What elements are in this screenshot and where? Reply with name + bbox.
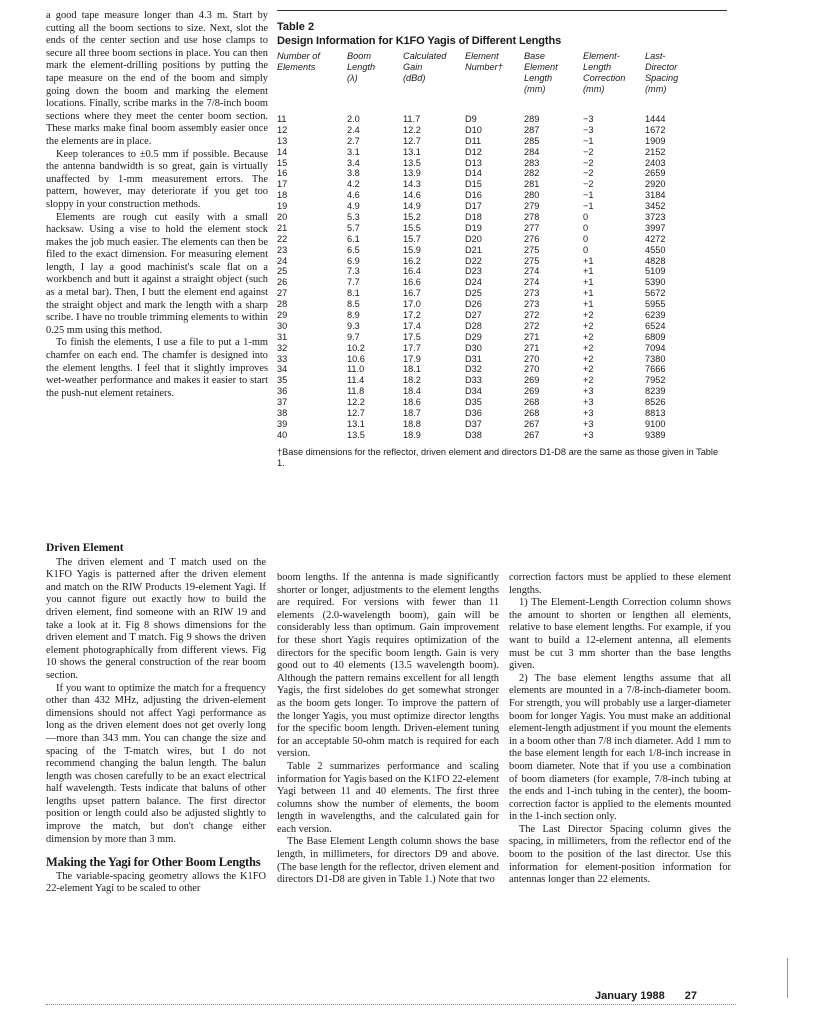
table-cell: 14.9 [403,201,421,212]
table-cell: 10.2 [347,342,365,353]
table-cell: 6.1 [347,233,360,244]
table-cell: 6239 [645,310,666,321]
table-cell: +1 [583,288,594,299]
table-cell: D13 [465,157,482,168]
table-cell: 274 [524,266,540,277]
table-cell: −1 [583,135,594,146]
table-cell: 2.0 [347,114,360,124]
table-cell: 275 [524,255,540,266]
paragraph: The Base Element Length column shows the base length, in millimeters, for directors D9 and above. (The base length for the reflector, driven element and directors D1-D8 are given in Table 1.) Note that two [277,836,499,886]
table-cell: D19 [465,222,482,233]
paragraph: boom lengths. If the antenna is made significantly shorter or longer, adjustments to the element lengths are required. For versions with fewer than 11 elements (2.0-wavelength boom), gain will be considerably less than optimum. Gain improvement for these short Yagis requires optimization of the directors for the specific boom length. Gain is very good out to 40 elements (13.5 wavelength boom). Although the pattern remains excellent for all length Yagis, the first sidelobes do get somewhat stronger as the boom gets longer. To improve the pattern of the longer Yagis, you must optimize director lengths for the specific boom length. Driven-element tuning for an acceptable 50-ohm match is required for each version. [277,572,499,760]
table-cell: 274 [524,277,540,288]
table-cell: 13.9 [403,168,421,179]
table-cell: 17.0 [403,299,421,310]
design-table [277,10,727,469]
table-cell: 5390 [645,277,666,288]
table-cell: 4.9 [347,201,360,212]
table-cell: D16 [465,190,482,201]
table-header-cell: Element- Length Correction (mm) [583,51,626,94]
issue-date: January 1988 [595,990,665,1002]
table-cell: 6809 [645,331,666,342]
table-cell: D10 [465,124,482,135]
table-cell: 11.7 [403,114,421,124]
table-cell: 13.5 [403,157,421,168]
table-cell: 6.9 [347,255,360,266]
paragraph: 1) The Element-Length Correction column shows the amount to shorten or lengthen all elements, relative to base element lengths. For example, if you want to build a 12-element antenna, all elements must be cut 3 mm shorter than the base lengths given. [509,597,731,672]
table-cell: −3 [583,114,594,124]
table-row [277,310,727,321]
table-row [277,408,727,419]
table-cell: D34 [465,386,482,397]
table-footnote: †Base dimensions for the reflector, driven element and directors D1-D8 are the same as those given in Table 1. [277,446,719,468]
body-column-3 [277,572,499,887]
table-cell: 39 [277,418,288,429]
table-row [277,190,727,201]
page-footer [595,990,717,1002]
table-cell: 8.1 [347,288,360,299]
table-cell: +2 [583,320,594,331]
table-cell: 8.5 [347,299,360,310]
table-cell: 284 [524,146,540,157]
table-cell: D32 [465,364,482,375]
table-row [277,375,727,386]
paragraph: Elements are rough cut easily with a small hacksaw. Using a vise to hold the element stock makes the job much easier. The elements can then be filed to the exact dimension. For measuring element length, I lay a good machinist's scale flat on a workbench and butt it against a straight object (such as a metal bar). Then, I butt the element end against the straight object and mark the length with a sharp scribe. I have no trouble trimming elements to within 0.25 mm using this method. [46,211,268,336]
body-column-1 [46,10,268,400]
table-cell: 40 [277,429,288,440]
table-cell: D21 [465,244,482,255]
table-cell: 17.5 [403,331,421,342]
table-cell: 8.9 [347,310,360,321]
table-cell: 6524 [645,320,666,331]
table-cell: 18.7 [403,408,421,419]
table-cell: D31 [465,353,482,364]
table-cell: 2.7 [347,135,360,146]
table-cell: 0 [583,244,589,255]
table-cell: 21 [277,222,288,233]
table-cell: 268 [524,408,540,419]
table-cell: 5109 [645,266,666,277]
table-cell: 270 [524,353,540,364]
table-cell: D24 [465,277,482,288]
table-cell: D38 [465,429,482,440]
table-cell: 34 [277,364,288,375]
table-cell: +2 [583,375,594,386]
table-cell: 7952 [645,375,666,386]
table-cell: D37 [465,418,482,429]
table-cell: +3 [583,408,594,419]
table-cell: D30 [465,342,482,353]
table-cell: 13 [277,135,288,146]
table-cell: −3 [583,124,594,135]
table-cell: +2 [583,353,594,364]
table-cell: 23 [277,244,288,255]
table-cell: D9 [465,114,477,124]
table-cell: 4550 [645,244,666,255]
table-cell: 9.3 [347,320,360,331]
table-cell: 9.7 [347,331,360,342]
table-cell: 17.7 [403,342,421,353]
table-cell: 287 [524,124,540,135]
table-cell: D29 [465,331,482,342]
table-cell: 7.3 [347,266,360,277]
table-cell: 280 [524,190,540,201]
table-cell: 4272 [645,233,666,244]
table-body [277,114,727,441]
table-cell: 283 [524,157,540,168]
table-cell: 11.8 [347,386,365,397]
table-row [277,256,727,267]
table-row [277,299,727,310]
table-row [277,343,727,354]
table-cell: 7094 [645,342,666,353]
page-number: 27 [684,990,697,1002]
table-cell: −2 [583,168,594,179]
table-cell: 14.6 [403,190,421,201]
table-row [277,430,727,441]
table-header-cell: Boom Length (λ) [347,51,376,83]
table-cell: 9100 [645,418,666,429]
table-row [277,266,727,277]
table-cell: 16.4 [403,266,421,277]
table-cell: 289 [524,114,540,124]
table-cell: 12.7 [403,135,421,146]
table-cell: 5.7 [347,222,360,233]
table-row [277,212,727,223]
table-header-cell: Last- Director Spacing (mm) [645,51,679,94]
table-cell: 269 [524,386,540,397]
table-header-cell: Base Element Length (mm) [524,51,558,94]
table-cell: 17.4 [403,320,421,331]
table-cell: 273 [524,288,540,299]
table-row [277,201,727,212]
table-row [277,277,727,288]
body-column-4 [509,572,731,887]
table-cell: 271 [524,331,540,342]
table-cell: 14 [277,146,288,157]
table-cell: 267 [524,429,540,440]
table-row [277,332,727,343]
table-cell: 8813 [645,408,666,419]
paragraph: If you want to optimize the match for a frequency other than 432 MHz, adjusting the driven-element dimensions should not affect Yagi performance as long as the driven element does not get overly long—more than 343 mm. You can change the size and spacing of the T-match wires, but I do not recommend changing the balun length. The balun length was chosen carefully to be an exact electrical half wavelength. Tests indicate that baluns of other lengths upset pattern balance. The first director position or length could also be adjusted slightly to improve the match, but don't change either dimension by more than 3 mm. [46,682,266,845]
table-cell: 271 [524,342,540,353]
table-cell: 1444 [645,114,666,124]
body-column-2 [46,542,266,896]
table-cell: 15 [277,157,288,168]
table-cell: 12.2 [347,397,365,408]
table-row [277,321,727,332]
table-cell: +3 [583,397,594,408]
table-row [277,147,727,158]
table-cell: 11.4 [347,375,365,386]
table-row [277,168,727,179]
table-cell: 32 [277,342,288,353]
table-header-cell: Number of Elements [277,51,320,72]
table-cell: 18.1 [403,364,421,375]
paragraph: The driven element and T match used on the K1FO Yagis is patterned after the driven element and match on the RIW Products 19-element Yagi. If you cannot figure out exactly how to build the driven element, find someone with an RIW 19 and take a look at it. Fig 8 shows dimensions for the driven element and T match. Fig 9 shows the driven element photographically from different views. Fig 10 shows the general construction of the rear boom section. [46,556,266,681]
table-cell: 17.9 [403,353,421,364]
table-cell: 275 [524,244,540,255]
table-cell: 18.2 [403,375,421,386]
paragraph: The variable-spacing geometry allows the K1FO 22-element Yagi to be scaled to other [46,870,266,895]
table-cell: 18.8 [403,418,421,429]
paragraph: To finish the elements, I use a file to put a 1-mm chamfer on each end. The chamfer is designed into the element lengths. I feel that it slightly improves wet-weather performance and makes it easier to start the push-nut element retainers. [46,337,268,399]
table-cell: +2 [583,331,594,342]
table-cell: 14.3 [403,179,421,190]
table-cell: 0 [583,233,589,244]
table-cell: 4.6 [347,190,360,201]
table-cell: 12 [277,124,288,135]
table-cell: 12.7 [347,408,365,419]
table-cell: 30 [277,320,288,331]
table-cell: 13.1 [403,146,421,157]
paragraph: Keep tolerances to ±0.5 mm if possible. Because the antenna bandwidth is so great, gain is virtually unaffected by 1-mm measurement errors. The pattern, however, may deteriorate if you get too sloppy in your construction methods. [46,148,268,210]
table-cell: 2659 [645,168,666,179]
section-heading-driven-element: Driven Element [46,542,124,554]
table-row [277,419,727,430]
table-cell: 24 [277,255,288,266]
table-cell: 15.5 [403,222,421,233]
table-cell: 18.9 [403,429,421,440]
table-cell: 18.6 [403,397,421,408]
table-cell: D22 [465,255,482,266]
table-cell: 0 [583,212,589,223]
table-cell: D17 [465,201,482,212]
table-cell: +2 [583,342,594,353]
table-cell: 16.6 [403,277,421,288]
table-cell: −1 [583,190,594,201]
table-cell: 11 [277,114,287,124]
table-cell: 277 [524,222,540,233]
table-cell: 3723 [645,212,666,223]
paragraph: correction factors must be applied to these element lengths. [509,572,731,596]
table-cell: 268 [524,397,540,408]
table-cell: 8526 [645,397,666,408]
table-cell: 3.8 [347,168,360,179]
table-cell: 1909 [645,135,666,146]
table-cell: 11.0 [347,364,365,375]
table-cell: D25 [465,288,482,299]
table-cell: D23 [465,266,482,277]
table-row [277,386,727,397]
table-cell: 9389 [645,429,666,440]
table-cell: 16.2 [403,255,421,266]
table-row [277,245,727,256]
table-header-cell: Element Number† [465,51,503,72]
table-cell: 27 [277,288,288,299]
table-header-cell: Calculated Gain (dBd) [403,51,447,83]
table-cell: 35 [277,375,288,386]
table-row [277,125,727,136]
table-cell: D11 [465,135,482,146]
table-cell: 7380 [645,353,666,364]
table-cell: D14 [465,168,482,179]
table-cell: 6.5 [347,244,360,255]
table-cell: 269 [524,375,540,386]
table-cell: 13.5 [347,429,365,440]
table-row [277,397,727,408]
table-cell: D33 [465,375,482,386]
table-cell: 17 [277,179,288,190]
table-cell: 33 [277,353,288,364]
table-cell: 0 [583,222,589,233]
table-cell: +2 [583,364,594,375]
table-row [277,179,727,190]
table-cell: 5672 [645,288,666,299]
table-title: Design Information for K1FO Yagis of Different Lengths [277,35,562,47]
table-row [277,354,727,365]
table-cell: 267 [524,418,540,429]
table-cell: 19 [277,201,288,212]
table-cell: 272 [524,310,540,321]
table-number: Table 2 [277,21,315,33]
table-cell: 16 [277,168,288,179]
table-cell: 2152 [645,146,666,157]
table-row [277,114,727,125]
table-row [277,288,727,299]
table-cell: +3 [583,429,594,440]
table-cell: D36 [465,408,482,419]
table-cell: 22 [277,233,288,244]
table-cell: D35 [465,397,482,408]
table-cell: 26 [277,277,288,288]
table-cell: 4828 [645,255,666,266]
table-cell: 17.2 [403,310,421,321]
paragraph: 2) The base element lengths assume that all elements are mounted in a 7/8-inch-diameter boom. For strength, you will probably use a larger-diameter boom for longer Yagis. You must make an additional element-length adjustment if you mount the elements in a boom other than 7/8 inch diameter. Add 1 mm to the base element length for each 1/8-inch increase in boom diameter. Note that if you use a combination of boom diameters (for example, 7/8-inch tubing at the ends and 1-inch tubing in the center), the boom-correction factor is applied to the elements mounted in the 1-inch section only. [509,672,731,823]
table-cell: 279 [524,201,540,212]
table-cell: 7666 [645,364,666,375]
paragraph: Table 2 summarizes performance and scaling information for Yagis based on the K1FO 22-element Yagi between 11 and 40 elements. The first three columns show the number of elements, the boom length in wavelengths, and the calculated gain for each version. [277,760,499,835]
table-cell: 281 [524,179,540,190]
table-row [277,234,727,245]
table-cell: +3 [583,386,594,397]
paragraph: a good tape measure longer than 4.3 m. Start by cutting all the boom sections to size. Next, slot the ends of the center section and use hose clamps to secure all three boom sections in place. You can then mark the element-drilling positions by putting the tape measure on the end of the boom and simply going down the boom and marking the element locations. Finally, scribe marks in the 7/8-inch boom sections where they meet the center boom section. These marks make final boom assembly easier once the elements are in place. [46,10,268,147]
table-cell: −2 [583,179,594,190]
table-cell: 276 [524,233,540,244]
table-cell: 3997 [645,222,666,233]
table-cell: +1 [583,255,594,266]
table-cell: 278 [524,212,540,223]
table-cell: D12 [465,146,482,157]
table-cell: D20 [465,233,482,244]
table-row [277,136,727,147]
table-cell: D18 [465,212,482,223]
table-cell: 36 [277,386,288,397]
table-cell: 285 [524,135,540,146]
table-cell: D28 [465,320,482,331]
table-row [277,158,727,169]
table-cell: 270 [524,364,540,375]
table-cell: D26 [465,299,482,310]
table-cell: 15.2 [403,212,421,223]
table-cell: 20 [277,212,288,223]
table-cell: 12.2 [403,124,421,135]
table-cell: D27 [465,310,482,321]
table-cell: −1 [583,201,594,212]
table-top-rule [277,10,727,11]
table-header [277,51,727,114]
table-cell: 3.4 [347,157,360,168]
table-cell: 2920 [645,179,666,190]
table-cell: 3.1 [347,146,360,157]
table-cell: 4.2 [347,179,360,190]
table-cell: 5955 [645,299,666,310]
table-cell: 10.6 [347,353,365,364]
table-cell: +1 [583,277,594,288]
table-row [277,364,727,375]
table-cell: 272 [524,320,540,331]
table-cell: +2 [583,310,594,321]
table-cell: 3184 [645,190,666,201]
table-cell: −2 [583,146,594,157]
table-cell: 2.4 [347,124,360,135]
table-cell: 29 [277,310,288,321]
table-row [277,223,727,234]
table-cell: D15 [465,179,482,190]
table-cell: 18.4 [403,386,421,397]
table-cell: 25 [277,266,288,277]
table-cell: +1 [583,266,594,277]
table-cell: 1672 [645,124,666,135]
table-cell: 15.9 [403,244,421,255]
table-cell: 8239 [645,386,666,397]
table-cell: +1 [583,299,594,310]
table-cell: −2 [583,157,594,168]
table-cell: 37 [277,397,288,408]
table-cell: 15.7 [403,233,421,244]
table-cell: +3 [583,418,594,429]
table-cell: 2403 [645,157,666,168]
margin-rule [787,958,788,998]
table-cell: 31 [277,331,288,342]
bottom-divider [46,1004,736,1005]
paragraph: The Last Director Spacing column gives the spacing, in millimeters, from the reflector end of the boom to the position of the last director. Use this information for element-position information for antennas longer than 22 elements. [509,823,731,886]
table-cell: 3452 [645,201,666,212]
table-cell: 38 [277,408,288,419]
table-cell: 13.1 [347,418,365,429]
table-cell: 18 [277,190,288,201]
table-cell: 5.3 [347,212,360,223]
table-cell: 16.7 [403,288,421,299]
table-cell: 282 [524,168,540,179]
table-cell: 7.7 [347,277,360,288]
table-cell: 273 [524,299,540,310]
section-heading-other-boom-lengths: Making the Yagi for Other Boom Lengths [46,855,261,870]
table-cell: 28 [277,299,288,310]
